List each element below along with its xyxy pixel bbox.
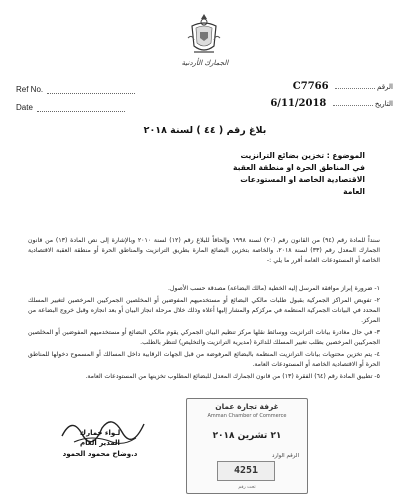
subject-line: الاقتصادية الخاصة او المستودعات: [240, 175, 365, 184]
ministry-name: الجمارك الأردنية: [181, 59, 229, 67]
subject-line: الموضوع : تخزين بضائع الترانزيت: [240, 151, 365, 160]
stamp-number: 4251: [217, 461, 275, 481]
stamp-date: ٢١ تشرين ٢٠١٨: [212, 431, 282, 441]
date-label: Date: [16, 103, 33, 112]
directive-list: [28, 284, 380, 384]
number-label-ar: الرقم: [377, 83, 393, 91]
signature-title-line: المدير العام: [80, 439, 120, 447]
chamber-stamp: [186, 398, 308, 494]
signature-title-line: لـواء جمارك: [79, 429, 121, 437]
body-paragraph: سنداً للمادة رقم (٩٤) من القانون رقم (٢٠) لسنة ١٩٩٨ وإلحاقاً للبلاغ رقم (١٢) لسنة ٢٠١٠ وبالإشارة إلى نص المادة (١٣) من قانون الجمارك المعدل رقم (٣٣) لسنة ٢٠١٨، والخاصة بتخزين البضائع المارة بطريق الترانزيت والمناطق الحرة أو منطقة العقبة الاقتصادية الخاصة أو المستودعات العامة أقرر ما يلي :-: [28, 237, 381, 264]
stamp-incoming-label: الرقم الوارد: [272, 453, 299, 459]
directive-item: ٢- تفويض المراكز الجمركية بقبول طلبات مالكي البضائع أو مستخدميهم المفوضين أو المخلصين الجمركيين المرخصين لتغيير المسلك المحدد في البيانات الجمركية المنظمة في مركزكم والمشار إليها أعلاه وذلك خلال مرحلة انجاز البيان أو بعد انجازه وقبل خروج البضاعة من المركز.: [28, 297, 380, 324]
directive-item: ١- ضرورة إبراز موافقة المرسل إليه الخطية (مالك البضاعة) مصدقة حسب الأصول.: [167, 285, 380, 292]
date-label-ar: التاريخ: [374, 100, 393, 108]
stamp-footer: تحت رقم: [238, 485, 256, 490]
notice-title: بلاغ رقم ( ٤٤ ) لسنة ٢٠١٨: [143, 125, 267, 136]
subject-line: في المناطق الحرة او منطقة العقبة: [232, 163, 365, 172]
signature-title: [50, 428, 150, 448]
directive-item: ٥- تطبيق المادة رقم (٦٤) الفقرة (١٣) من قانون الجمارك المعدل للبضائع المطلوب تخزينها من المستودعات العامة.: [85, 373, 380, 380]
directive-item: ٤- يتم تخزين محتويات بيانات الترانزيت المنظمة بالبضائع المرفوضة من قبل الجهات الرقابية داخل المسالك أو المسموح دخولها للمناطق الحرة أو الاقتصادية الخاصة أو المستودعات العامة.: [28, 351, 380, 368]
body-text: [28, 236, 380, 269]
jordan-crest-icon: [184, 10, 224, 58]
ref-label: Ref No.: [16, 85, 44, 94]
signatory-name: د.وضاح محمود الحمود: [62, 450, 138, 458]
stamp-english: Amman Chamber of Commerce: [207, 413, 287, 419]
ref-number-field: [16, 85, 135, 94]
stamp-header: غرفة تجارة عمان: [215, 402, 279, 411]
handwritten-date: 6/11/2018: [270, 98, 327, 109]
arabic-number-field: [293, 81, 393, 92]
subject-line: العامة: [343, 187, 365, 196]
date-field: [16, 103, 125, 112]
handwritten-number: C7766: [292, 81, 329, 92]
arabic-date-field: [270, 98, 393, 109]
directive-item: ٣- في حال مغادرة بيانات الترانزيت ووسائط نقلها مركز تنظيم البيان الجمركي يقوم مالكي البضائع أو مستخدميهم المفوضين أو المخلصين الجمركيين المرخصين بطلب تغيير المسلك للدائرة (مديرية الترانزيت والتخليص) لتنظر بالطلب.: [28, 329, 380, 346]
subject-block: [225, 150, 365, 198]
